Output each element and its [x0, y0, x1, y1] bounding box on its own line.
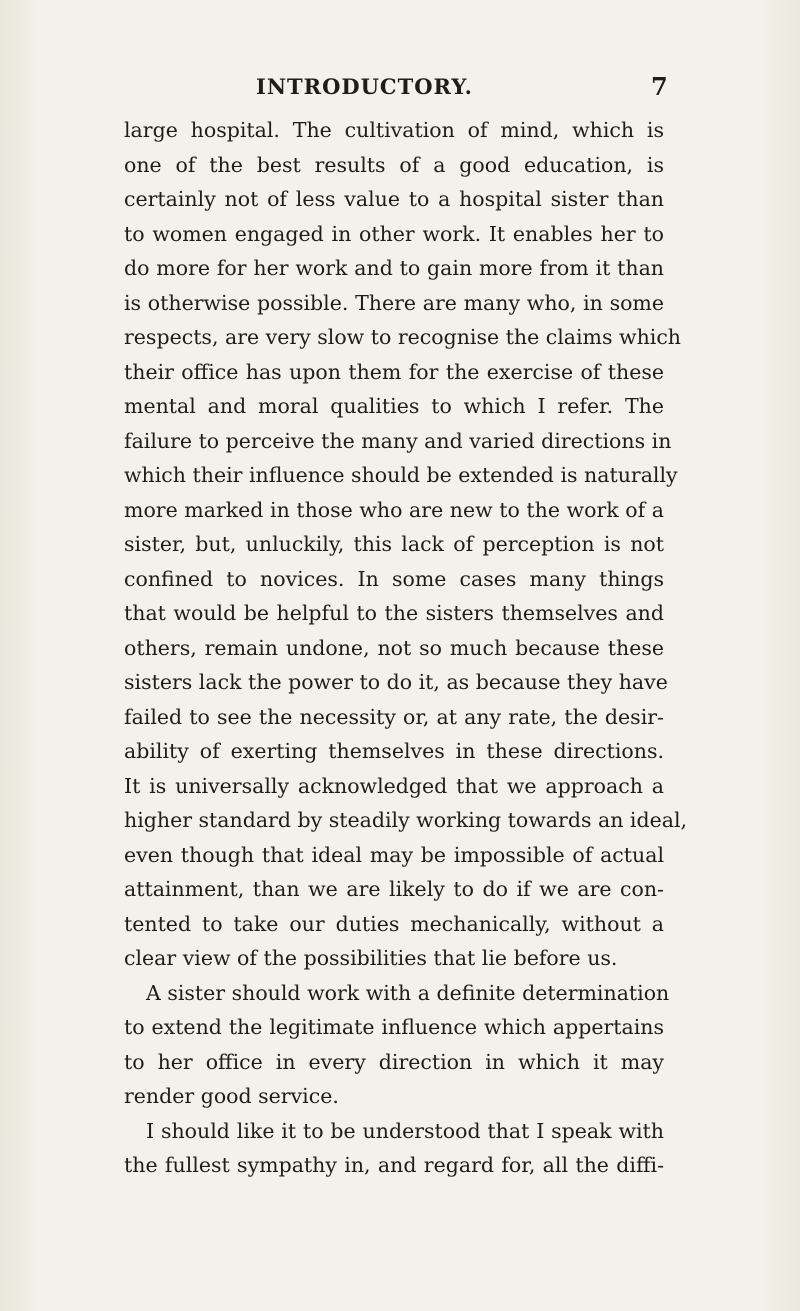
text-line: attainment, than we are likely to do if we are con-: [124, 877, 664, 901]
text-line: that would be helpful to the sisters themselves and: [124, 601, 664, 625]
text-line: sister, but, unluckily, this lack of perception is not: [124, 532, 664, 556]
text-line: respects, are very slow to recognise the claims which: [124, 325, 682, 349]
text-line: one of the best results of a good education, is: [124, 152, 664, 177]
body-text: [124, 113, 688, 1183]
text-line: their office has upon them for the exercise of these: [124, 359, 664, 384]
text-line: It is universally acknowledged that we approach a: [124, 773, 664, 798]
text-line: mental and moral qualities to which I refer. The: [124, 394, 664, 418]
text-line: render good service.: [124, 1084, 339, 1108]
text-line: clear view of the possibilities that lie before us.: [124, 946, 618, 970]
text-line: is otherwise possible. There are many who, in some: [124, 290, 664, 315]
text-line: which their influence should be extended is naturally: [124, 463, 678, 487]
text-line: to women engaged in other work. It enables her to: [124, 221, 664, 246]
text-line: do more for her work and to gain more from it than: [124, 256, 664, 280]
text-line: the fullest sympathy in, and regard for, all the diffi-: [124, 1153, 664, 1177]
text-line: confined to novices. In some cases many things: [124, 566, 664, 591]
text-line: even though that ideal may be impossible of actual: [124, 842, 664, 867]
page-number: 7: [651, 72, 668, 101]
text-line: failure to perceive the many and varied directions in: [124, 428, 672, 453]
text-line: certainly not of less value to a hospital sister than: [124, 187, 664, 211]
text-line: I should like it to be understood that I speak with: [146, 1118, 664, 1143]
text-line: large hospital. The cultivation of mind, which is: [124, 118, 664, 142]
page-header: [0, 72, 800, 102]
text-line: ability of exerting themselves in these directions.: [124, 739, 664, 763]
text-line: to her office in every direction in which it may: [124, 1049, 664, 1074]
text-line: A sister should work with a definite determination: [146, 980, 670, 1005]
text-line: failed to see the necessity or, at any rate, the desir-: [124, 704, 664, 729]
text-line: to extend the legitimate influence which appertains: [124, 1015, 664, 1039]
text-line: others, remain undone, not so much because these: [124, 635, 664, 660]
text-line: sisters lack the power to do it, as because they have: [124, 670, 668, 694]
text-line: higher standard by steadily working towards an ideal,: [124, 808, 688, 832]
text-line: more marked in those who are new to the work of a: [124, 497, 664, 522]
text-line: tented to take our duties mechanically, without a: [124, 911, 664, 936]
running-head: INTRODUCTORY.: [256, 74, 473, 99]
